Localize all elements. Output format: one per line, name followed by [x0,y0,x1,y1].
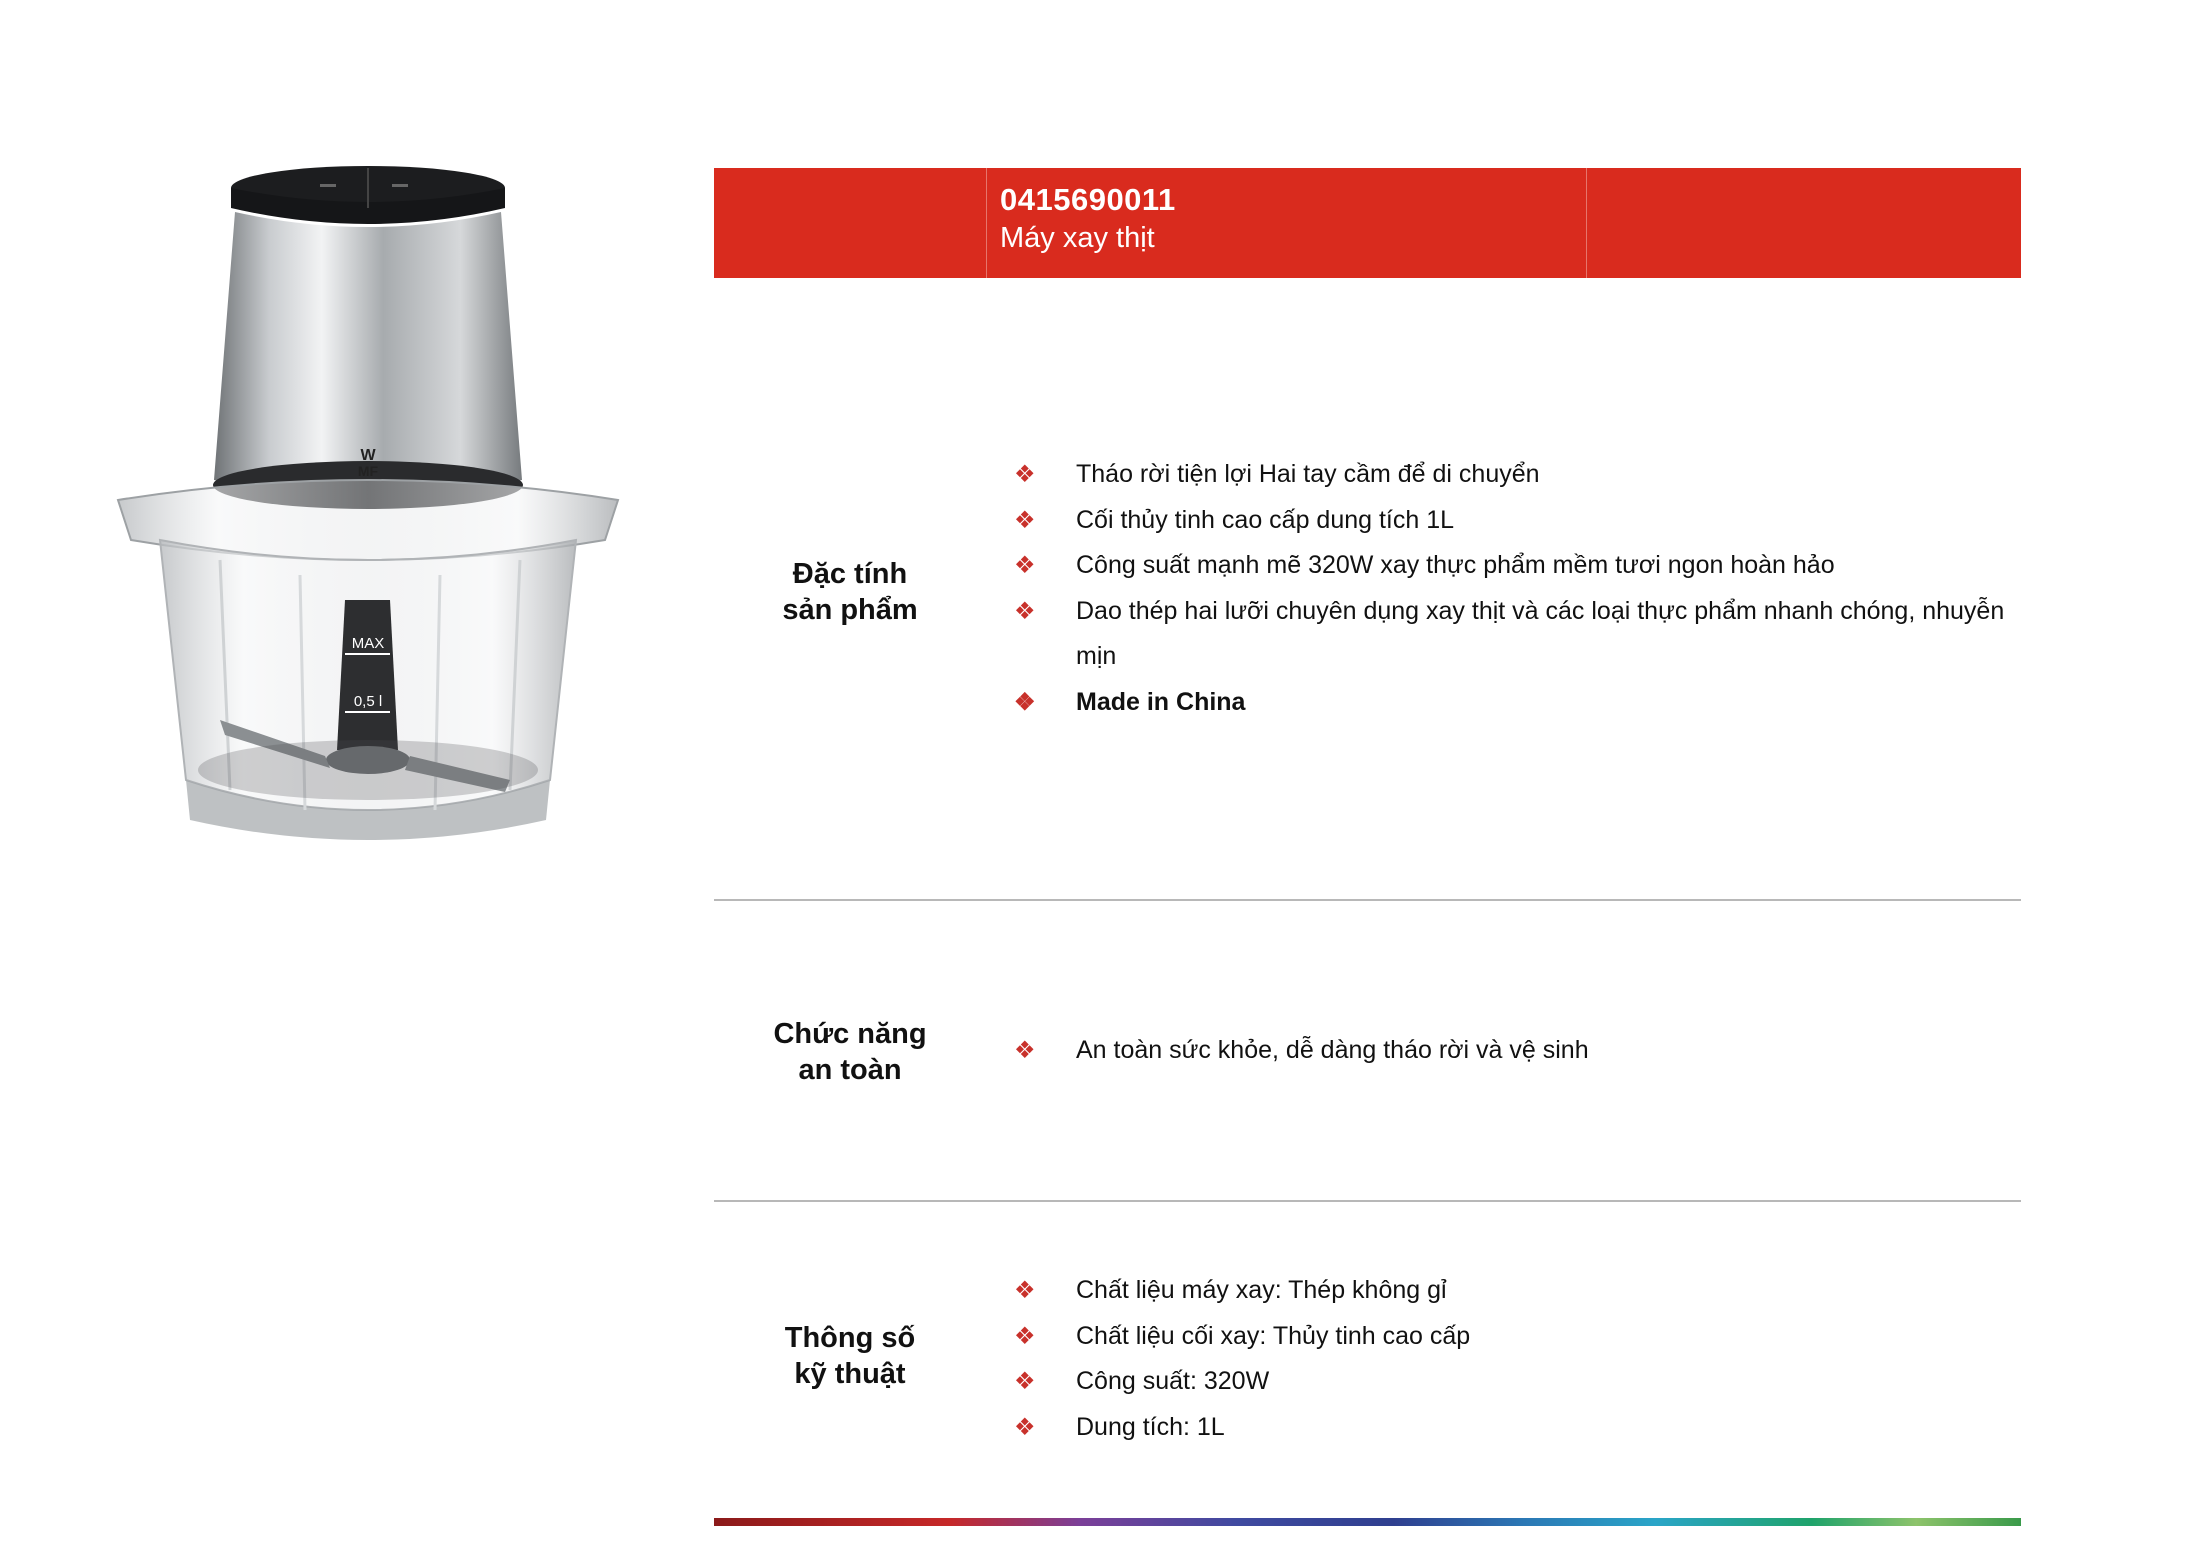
diamond-bullet-icon: ❖ [1014,461,1036,488]
lid-button-right-mark [392,184,408,187]
product-name: Máy xay thịt [1000,222,1155,254]
product-image [100,160,640,860]
list-item-text: Cối thủy tinh cao cấp dung tích 1L [1076,505,1455,534]
header-divider-right [1586,168,1587,278]
list-item [1014,1028,2014,1074]
specs-title-line1: Thông số [784,1322,916,1354]
features-section [714,452,2021,732]
list-item-text: Made in China [1076,687,1246,716]
blade-shaft [337,600,398,750]
volume-label: 0,5 l [353,693,383,710]
features-title [714,556,986,628]
lid-button-left-mark [320,184,336,187]
diamond-bullet-icon: ❖ [1014,1322,1036,1350]
safety-title-line2: an toàn [798,1054,902,1086]
features-title-line2: sản phẩm [782,594,918,626]
list-item-text: Chất liệu máy xay: Thép không gỉ [1076,1276,1447,1304]
diamond-bullet-icon: ❖ [1014,597,1036,625]
list-item [1014,452,2014,498]
product-code: 0415690011 [1000,182,1176,217]
diamond-bullet-icon: ❖ [1014,1037,1036,1064]
svg-text:MF: MF [357,463,379,479]
header-bar [714,168,2021,278]
list-item-text: Chất liệu cối xay: Thủy tinh cao cấp [1076,1321,1471,1350]
list-item [1014,1405,2014,1451]
list-item [1014,1268,2014,1314]
wmf-logo [358,447,379,479]
diamond-bullet-icon: ❖ [1014,1368,1036,1395]
diamond-bullet-icon: ❖ [1014,1277,1036,1304]
features-list [1014,452,2014,725]
diamond-bullet-icon: ❖ [1014,506,1036,534]
list-item-text: Tháo rời tiện lợi Hai tay cầm để di chuyển [1076,460,1540,488]
diamond-bullet-icon: ❖ [1014,552,1036,579]
section-divider [714,899,2021,901]
max-label: MAX [351,635,385,652]
list-item-text: An toàn sức khỏe, dễ dàng tháo rời và vệ sinh [1076,1036,1589,1064]
footer-gradient-bar [714,1518,2021,1526]
bowl-bottom-shadow [198,740,538,800]
list-item [1014,1359,2014,1405]
specs-section [714,1268,2021,1458]
diamond-bullet-icon: ❖ [1014,688,1036,716]
specs-title [714,1320,986,1392]
safety-title-line1: Chức năng [773,1018,927,1050]
features-title-line1: Đặc tính [792,558,908,590]
header-divider-left [986,168,987,278]
list-item-text: Dao thép hai lưỡi chuyên dụng xay thịt và các loại thực phẩm nhanh chóng, nhuyễn mịn [1076,596,2005,670]
list-item-text: Công suất: 320W [1076,1367,1270,1395]
list-item [1014,680,2014,726]
safety-section [714,1010,2021,1110]
safety-list [1014,1028,2014,1074]
specs-list [1014,1268,2014,1450]
list-item [1014,589,2014,680]
list-item [1014,543,2014,589]
diamond-bullet-icon: ❖ [1014,1413,1036,1441]
list-item-text: Dung tích: 1L [1076,1412,1225,1441]
section-divider [714,1200,2021,1202]
list-item-text: Công suất mạnh mẽ 320W xay thực phẩm mềm tươi ngon hoàn hảo [1076,551,1835,579]
list-item [1014,1314,2014,1360]
list-item [1014,498,2014,544]
safety-title [714,1016,986,1088]
specs-title-line2: kỹ thuật [794,1358,906,1390]
svg-text:W: W [360,447,376,464]
